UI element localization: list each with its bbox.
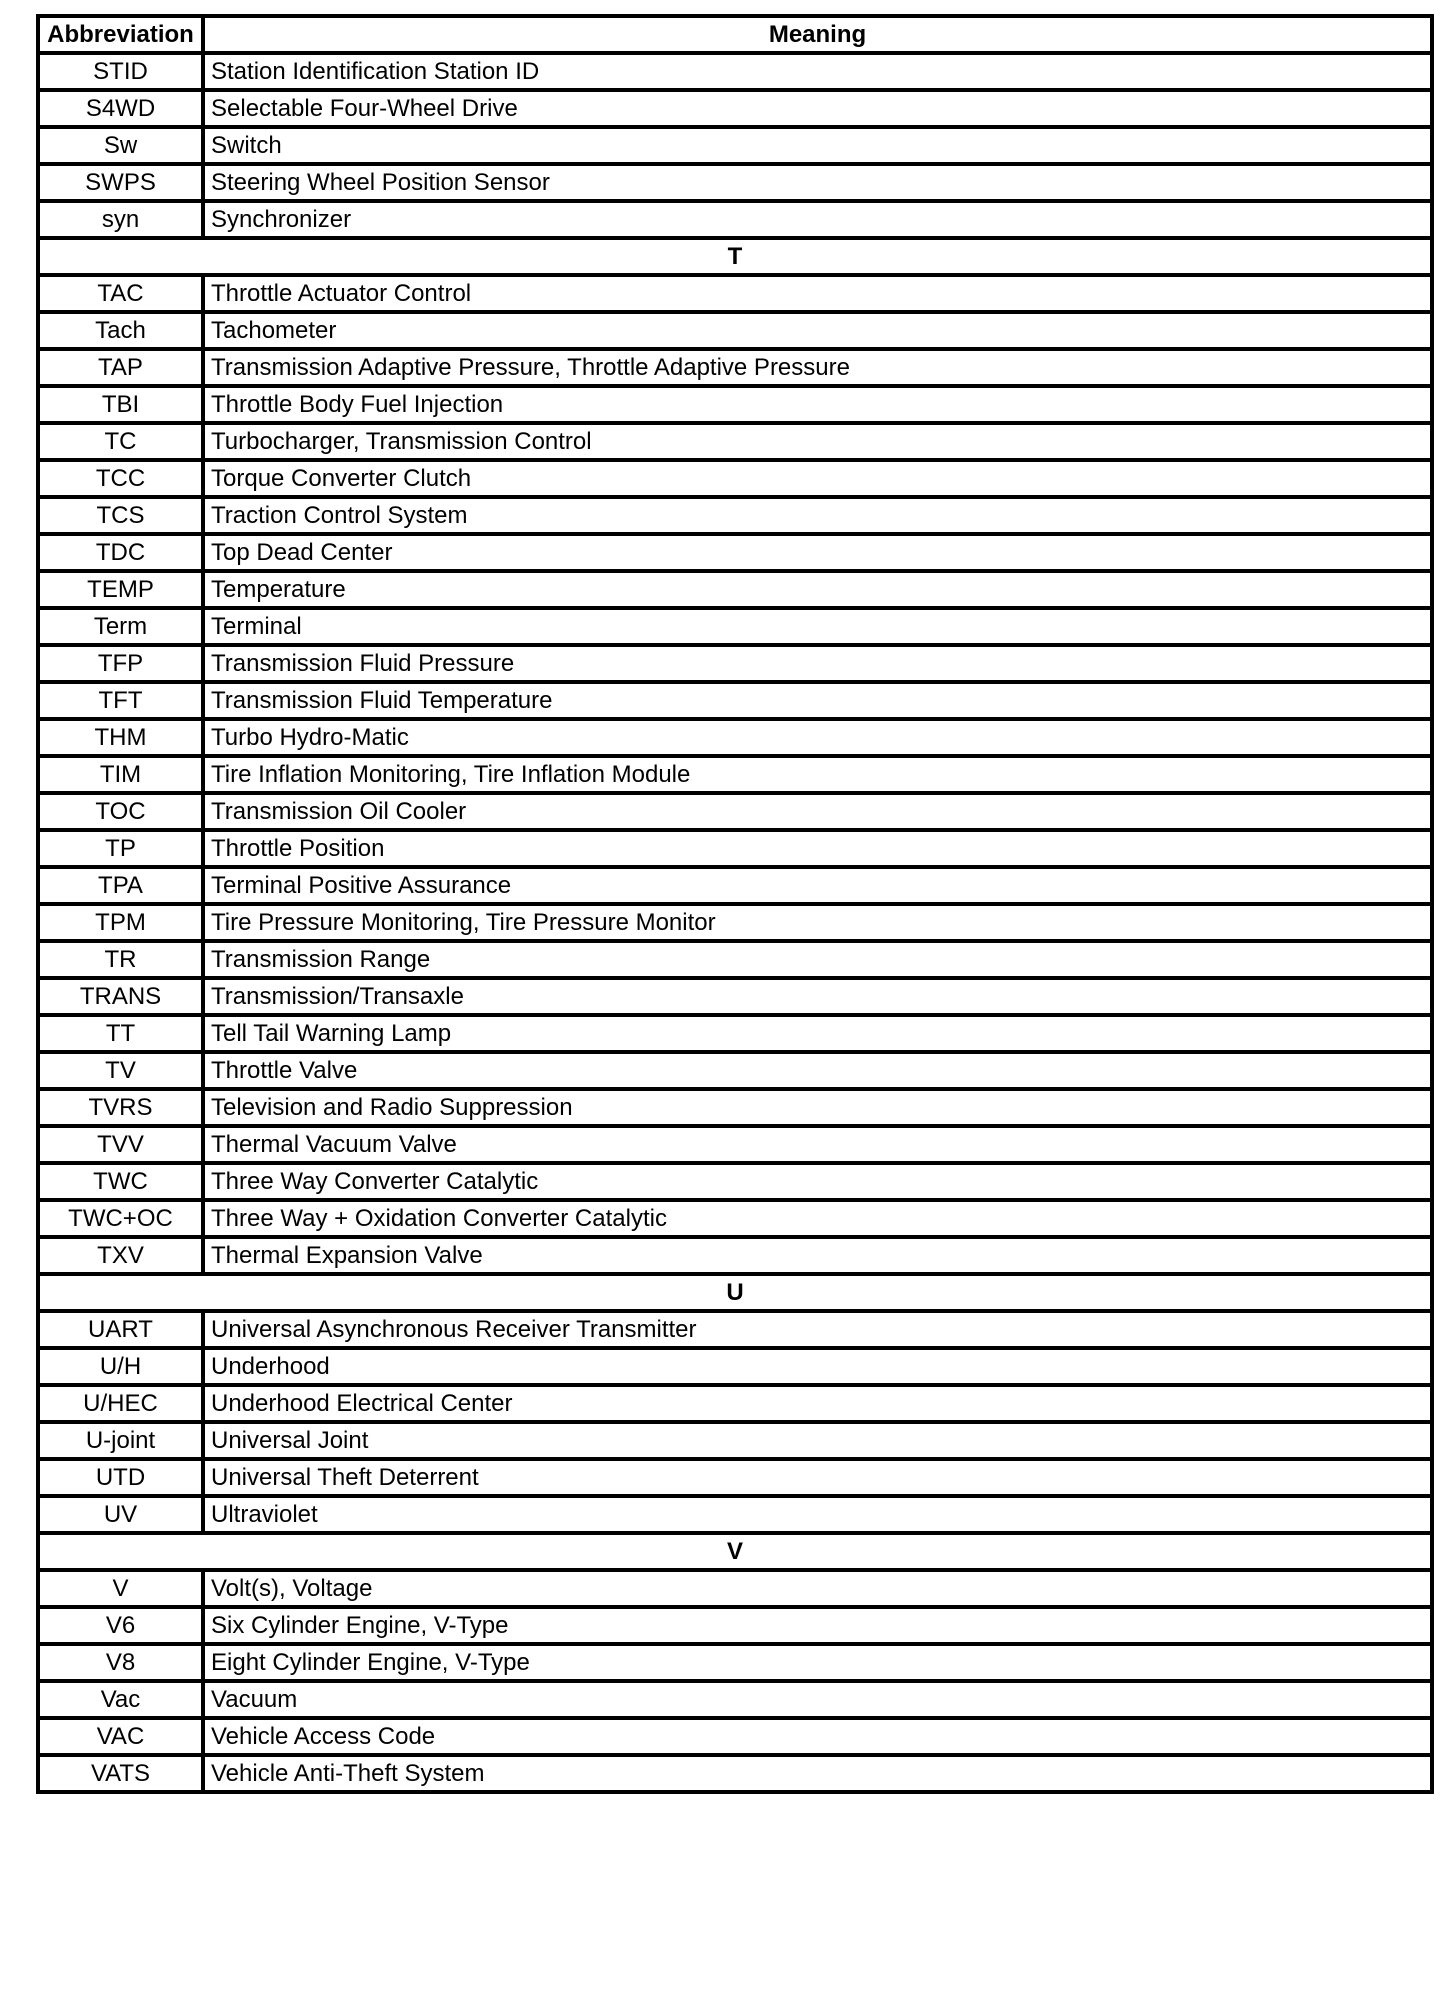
abbreviation-cell: TPM: [38, 904, 203, 941]
abbreviation-cell: TFP: [38, 645, 203, 682]
table-row: [38, 756, 1432, 793]
section-letter: T: [38, 238, 1432, 275]
abbreviation-cell: TXV: [38, 1237, 203, 1274]
abbreviation-cell: TPA: [38, 867, 203, 904]
abbreviation-cell: Vac: [38, 1681, 203, 1718]
section-row: [38, 1533, 1432, 1570]
table-row: [38, 349, 1432, 386]
abbreviation-cell: TIM: [38, 756, 203, 793]
table-row: [38, 53, 1432, 90]
table-row: [38, 534, 1432, 571]
table-row: [38, 1385, 1432, 1422]
abbreviation-cell: THM: [38, 719, 203, 756]
meaning-cell: Terminal Positive Assurance: [203, 867, 1432, 904]
meaning-cell: Vehicle Anti-Theft System: [203, 1755, 1432, 1792]
abbreviation-cell: TV: [38, 1052, 203, 1089]
abbreviation-cell: TDC: [38, 534, 203, 571]
abbreviation-cell: TWC: [38, 1163, 203, 1200]
meaning-cell: Station Identification Station ID: [203, 53, 1432, 90]
meaning-cell: Underhood: [203, 1348, 1432, 1385]
meaning-cell: Throttle Position: [203, 830, 1432, 867]
meaning-cell: Turbocharger, Transmission Control: [203, 423, 1432, 460]
meaning-cell: Steering Wheel Position Sensor: [203, 164, 1432, 201]
abbreviation-cell: TWC+OC: [38, 1200, 203, 1237]
meaning-cell: Throttle Valve: [203, 1052, 1432, 1089]
abbreviation-cell: TAC: [38, 275, 203, 312]
meaning-cell: Universal Theft Deterrent: [203, 1459, 1432, 1496]
table-row: [38, 867, 1432, 904]
abbreviation-cell: UART: [38, 1311, 203, 1348]
table-row: [38, 830, 1432, 867]
table-row: [38, 275, 1432, 312]
abbreviation-cell: VAC: [38, 1718, 203, 1755]
abbreviation-cell: TRANS: [38, 978, 203, 1015]
meaning-cell: Transmission Fluid Temperature: [203, 682, 1432, 719]
meaning-cell: Universal Joint: [203, 1422, 1432, 1459]
table-row: [38, 1348, 1432, 1385]
table-row: [38, 1681, 1432, 1718]
abbreviation-cell: V: [38, 1570, 203, 1607]
abbreviation-cell: TBI: [38, 386, 203, 423]
meaning-cell: Synchronizer: [203, 201, 1432, 238]
meaning-cell: Television and Radio Suppression: [203, 1089, 1432, 1126]
abbreviation-cell: TP: [38, 830, 203, 867]
table-row: [38, 1089, 1432, 1126]
abbreviation-cell: V6: [38, 1607, 203, 1644]
meaning-cell: Vacuum: [203, 1681, 1432, 1718]
abbreviation-cell: STID: [38, 53, 203, 90]
meaning-cell: Transmission Fluid Pressure: [203, 645, 1432, 682]
meaning-cell: Throttle Actuator Control: [203, 275, 1432, 312]
meaning-column-header: Meaning: [203, 16, 1432, 53]
table-row: [38, 1755, 1432, 1792]
abbreviation-cell: Term: [38, 608, 203, 645]
meaning-cell: Switch: [203, 127, 1432, 164]
table-body: [38, 53, 1432, 1792]
abbreviation-cell: TVV: [38, 1126, 203, 1163]
abbreviation-cell: TOC: [38, 793, 203, 830]
meaning-cell: Tachometer: [203, 312, 1432, 349]
table-row: [38, 682, 1432, 719]
meaning-cell: Ultraviolet: [203, 1496, 1432, 1533]
table-row: [38, 1311, 1432, 1348]
meaning-cell: Traction Control System: [203, 497, 1432, 534]
table-row: [38, 645, 1432, 682]
abbreviation-cell: TAP: [38, 349, 203, 386]
table-row: [38, 1718, 1432, 1755]
meaning-cell: Transmission Adaptive Pressure, Throttle Adaptive Pressure: [203, 349, 1432, 386]
abbreviation-cell: TVRS: [38, 1089, 203, 1126]
table-row: [38, 1052, 1432, 1089]
abbreviation-cell: SWPS: [38, 164, 203, 201]
table-row: [38, 1237, 1432, 1274]
table-row: [38, 1570, 1432, 1607]
abbreviation-cell: TR: [38, 941, 203, 978]
abbreviation-cell: U/HEC: [38, 1385, 203, 1422]
meaning-cell: Thermal Expansion Valve: [203, 1237, 1432, 1274]
table-row: [38, 127, 1432, 164]
meaning-cell: Terminal: [203, 608, 1432, 645]
table-row: [38, 904, 1432, 941]
table-row: [38, 164, 1432, 201]
abbreviation-cell: U/H: [38, 1348, 203, 1385]
abbreviation-cell: TC: [38, 423, 203, 460]
table-row: [38, 460, 1432, 497]
table-row: [38, 719, 1432, 756]
table-row: [38, 1163, 1432, 1200]
table-row: [38, 1496, 1432, 1533]
table-row: [38, 1422, 1432, 1459]
abbreviation-cell: TEMP: [38, 571, 203, 608]
abbreviation-cell: Sw: [38, 127, 203, 164]
table-row: [38, 1459, 1432, 1496]
meaning-cell: Volt(s), Voltage: [203, 1570, 1432, 1607]
section-row: [38, 238, 1432, 275]
table-row: [38, 90, 1432, 127]
table-row: [38, 978, 1432, 1015]
table-row: [38, 1015, 1432, 1052]
meaning-cell: Eight Cylinder Engine, V-Type: [203, 1644, 1432, 1681]
table-row: [38, 312, 1432, 349]
section-letter: U: [38, 1274, 1432, 1311]
table-row: [38, 608, 1432, 645]
abbreviation-cell: syn: [38, 201, 203, 238]
meaning-cell: Turbo Hydro-Matic: [203, 719, 1432, 756]
meaning-cell: Universal Asynchronous Receiver Transmitter: [203, 1311, 1432, 1348]
abbreviation-cell: TT: [38, 1015, 203, 1052]
abbreviation-cell: Tach: [38, 312, 203, 349]
abbreviation-cell: VATS: [38, 1755, 203, 1792]
table-row: [38, 201, 1432, 238]
meaning-cell: Thermal Vacuum Valve: [203, 1126, 1432, 1163]
abbreviation-cell: V8: [38, 1644, 203, 1681]
meaning-cell: Temperature: [203, 571, 1432, 608]
table-row: [38, 1607, 1432, 1644]
meaning-cell: Top Dead Center: [203, 534, 1432, 571]
meaning-cell: Three Way Converter Catalytic: [203, 1163, 1432, 1200]
abbreviation-cell: TFT: [38, 682, 203, 719]
abbreviation-cell: UV: [38, 1496, 203, 1533]
meaning-cell: Underhood Electrical Center: [203, 1385, 1432, 1422]
meaning-cell: Transmission Range: [203, 941, 1432, 978]
table-row: [38, 793, 1432, 830]
table-row: [38, 941, 1432, 978]
table-row: [38, 423, 1432, 460]
abbreviation-cell: UTD: [38, 1459, 203, 1496]
meaning-cell: Tell Tail Warning Lamp: [203, 1015, 1432, 1052]
meaning-cell: Transmission/Transaxle: [203, 978, 1432, 1015]
abbreviation-table: [36, 14, 1434, 1794]
table-row: [38, 571, 1432, 608]
abbreviation-cell: TCC: [38, 460, 203, 497]
table-row: [38, 1200, 1432, 1237]
table-row: [38, 1644, 1432, 1681]
meaning-cell: Six Cylinder Engine, V-Type: [203, 1607, 1432, 1644]
meaning-cell: Throttle Body Fuel Injection: [203, 386, 1432, 423]
meaning-cell: Torque Converter Clutch: [203, 460, 1432, 497]
table-row: [38, 497, 1432, 534]
table-row: [38, 386, 1432, 423]
abbreviation-cell: U-joint: [38, 1422, 203, 1459]
meaning-cell: Tire Pressure Monitoring, Tire Pressure Monitor: [203, 904, 1432, 941]
abbreviation-cell: S4WD: [38, 90, 203, 127]
meaning-cell: Selectable Four-Wheel Drive: [203, 90, 1432, 127]
section-row: [38, 1274, 1432, 1311]
meaning-cell: Three Way + Oxidation Converter Catalytic: [203, 1200, 1432, 1237]
abbreviation-column-header: Abbreviation: [38, 16, 203, 53]
abbreviation-cell: TCS: [38, 497, 203, 534]
section-letter: V: [38, 1533, 1432, 1570]
table-row: [38, 1126, 1432, 1163]
meaning-cell: Transmission Oil Cooler: [203, 793, 1432, 830]
meaning-cell: Tire Inflation Monitoring, Tire Inflation Module: [203, 756, 1432, 793]
meaning-cell: Vehicle Access Code: [203, 1718, 1432, 1755]
header-row: [38, 16, 1432, 53]
